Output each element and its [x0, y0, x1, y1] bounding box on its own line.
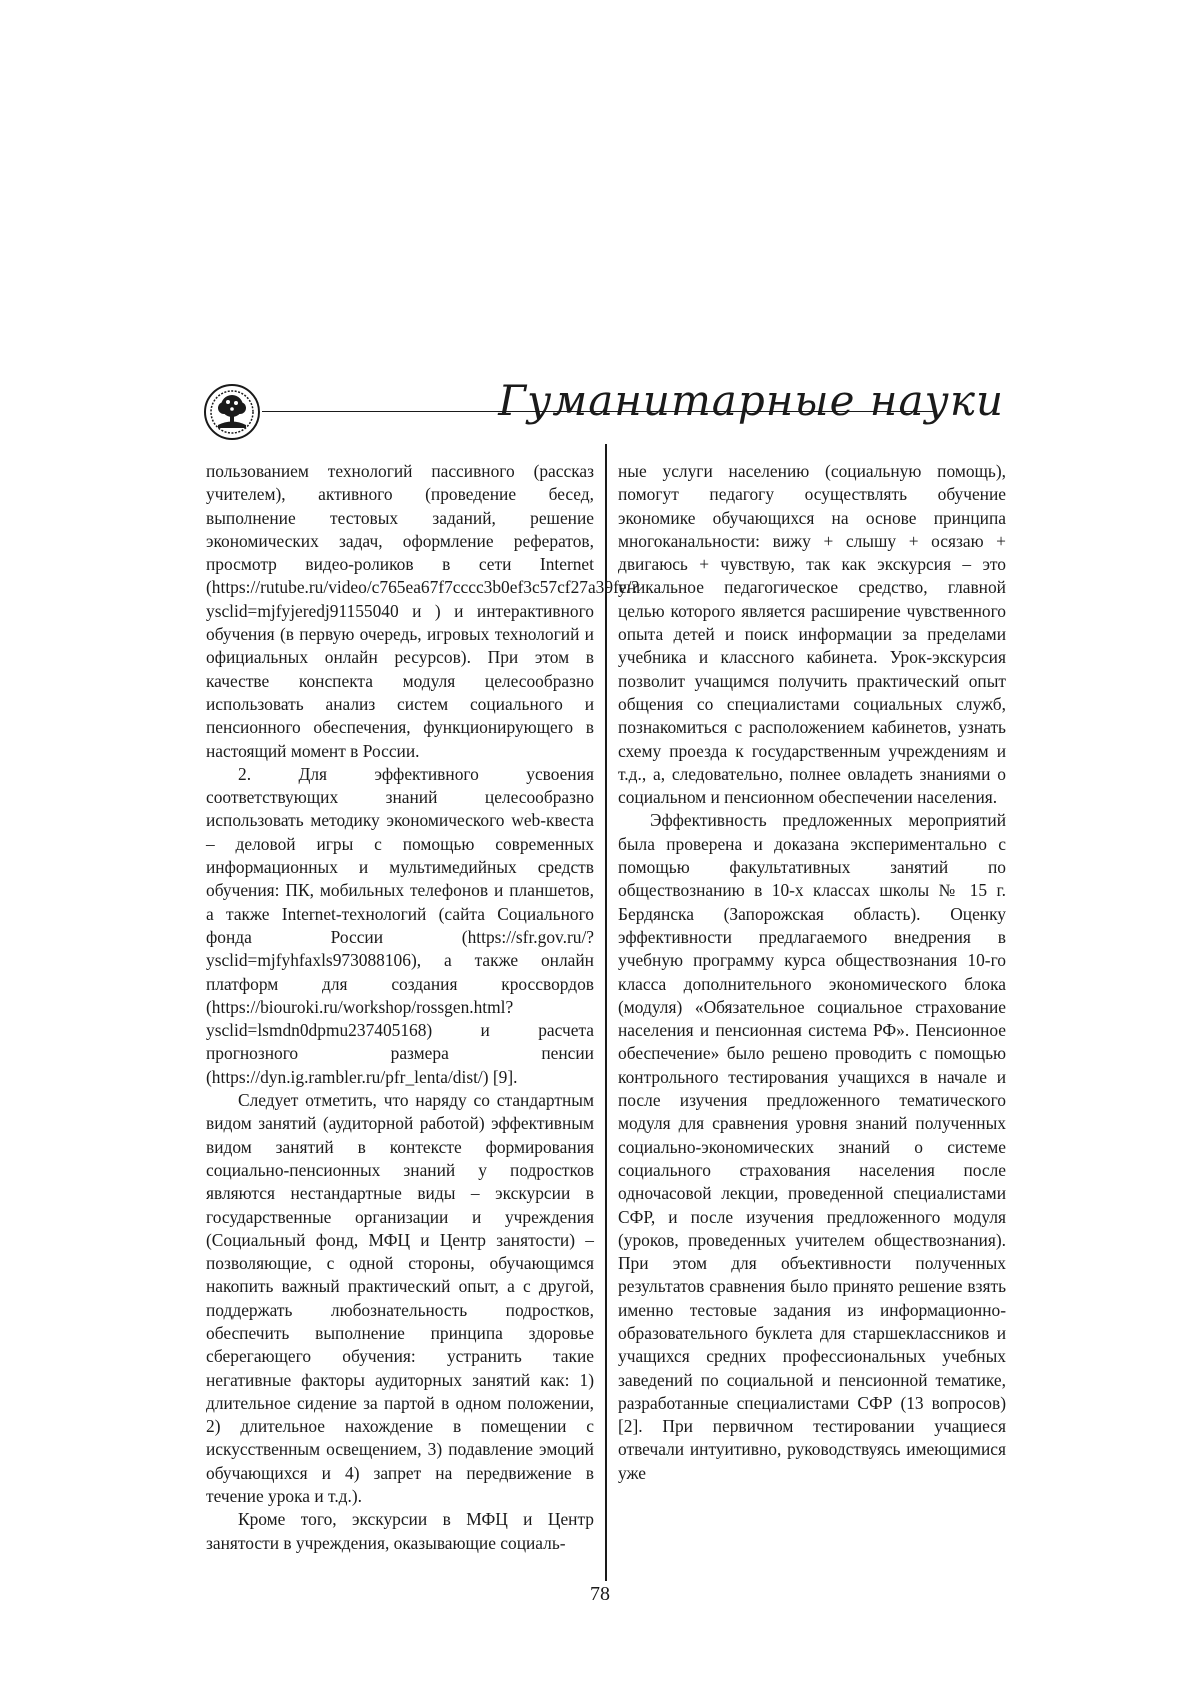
- paragraph: Кроме того, экскурсии в МФЦ и Центр занятости в учреждения, оказывающие социаль-: [206, 1509, 594, 1553]
- tree-emblem-icon: [204, 384, 260, 440]
- paragraph: пользованием технологий пассивного (рассказ учителем), активного (проведение бесед, выполнение тестовых заданий, решение экономических задач, оформление рефератов, просмотр видео-роликов в сети Internet (https://rutube.ru/video/c765ea67f7cccc3b0ef3c57cf27a39fe/?ysclid=mjfyjeredj91155040 и ) и интерактивного обучения (в первую очередь, игровых технологий и официальных онлайн ресурсов). При этом в качестве конспекта модуля целесообразно использовать анализ систем социального и пенсионного обеспечения, функционирующего в настоящий момент в России.: [206, 461, 640, 761]
- paragraph: ные услуги населению (социальную помощь), помогут педагогу осуществлять обучение экономике обучающихся на основе принципа многоканальности: вижу + слышу + осязаю + двигаюсь + чувствую, так как экскурсия – это уникальное педагогическое средство, главной целью которого является расширение чувственного опыта детей и поиск информации за пределами учебника и классного кабинета. Урок-экскурсия позволит учащимся получить практический опыт общения со специалистами социальных служб, познакомиться с расположением кабинетов, узнать схему проезда к государственным учреждениям и т.д., а, следовательно, полнее овладеть знаниями о социальном и пенсионном обеспечении населения.: [618, 461, 1006, 808]
- section-title: Гуманитарные науки: [498, 376, 1004, 425]
- paragraph: 2. Для эффективного усвоения соответствующих знаний целесообразно использовать методику экономического web-квеста – деловой игры с помощью современных информационных и мультимедийных средств обучения: ПК, мобильных телефонов и планшетов, а также Internet-технологий (сайта Социального фонда России (https://sfr.gov.ru/?ysclid=mjfyhfaxls973088106), а также онлайн платформ для создания кроссвордов (https://biouroki.ru/workshop/rossgen.html?ysclid=lsmdn0dpmu237405168) и расчета прогнозного размера пенсии (https://dyn.ig.rambler.ru/pfr_lenta/dist/) [9].: [206, 763, 594, 1087]
- left-column: [206, 460, 640, 1555]
- right-column: [618, 460, 1006, 1485]
- running-header: [204, 378, 1004, 448]
- paragraph: Эффективность предложенных мероприятий была проверена и доказана экспериментально с помощью факультативных занятий по обществознанию в 10-х классах школы № 15 г. Бердянска (Запорожская область). Оценку эффективности предлагаемого внедрения в учебную программу курса обществознания 10-го класса дополнительного экономического блока (модуля) «Обязательное социальное страхование населения и пенсионная система РФ». Пенсионное обеспечение» было решено проводить с помощью контрольного тестирования учащихся в начале и после изучения предложенного тематического модуля для сравнения уровня знаний полученных социально-экономических знаний о системе социального страхования населения после одночасовой лекции, проведенной специалистами СФР, и после изучения предложенного модуля (уроков, проведенных учителем обществознания). При этом для объективности полученных результатов сравнения было принято решение взять именно тестовые задания из информационно-образовательного буклета для старшеклассников и учащихся средних профессиональных учебных заведений по социальной и пенсионной тематике, разработанные специалистами СФР (13 вопросов) [2]. При первичном тестировании учащиеся отвечали интуитивно, руководствуясь имеющимися уже: [618, 810, 1006, 1483]
- paragraph: Следует отметить, что наряду со стандартным видом занятий (аудиторной работой) эффективным видом занятий в контексте формирования социально-пенсионных знаний у подростков являются нестандартные виды – экскурсии в государственные организации и учреждения (Социальный фонд, МФЦ и Центр занятости) – позволяющие, с одной стороны, обучающимся накопить важный практический опыт, а с другой, поддержать любознательность подростков, обеспечить выполнение принципа здоровье сберегающего обучения: устранить такие негативные факторы аудиторных занятий как: 1) длительное сидение за партой в одном положении, 2) длительное нахождение в помещении с искусственным освещением, 3) подавление эмоций обучающихся и 4) запрет на передвижение в течение урока и т.д.).: [206, 1090, 594, 1507]
- column-divider: [605, 444, 607, 1581]
- page-number: 78: [590, 1583, 610, 1605]
